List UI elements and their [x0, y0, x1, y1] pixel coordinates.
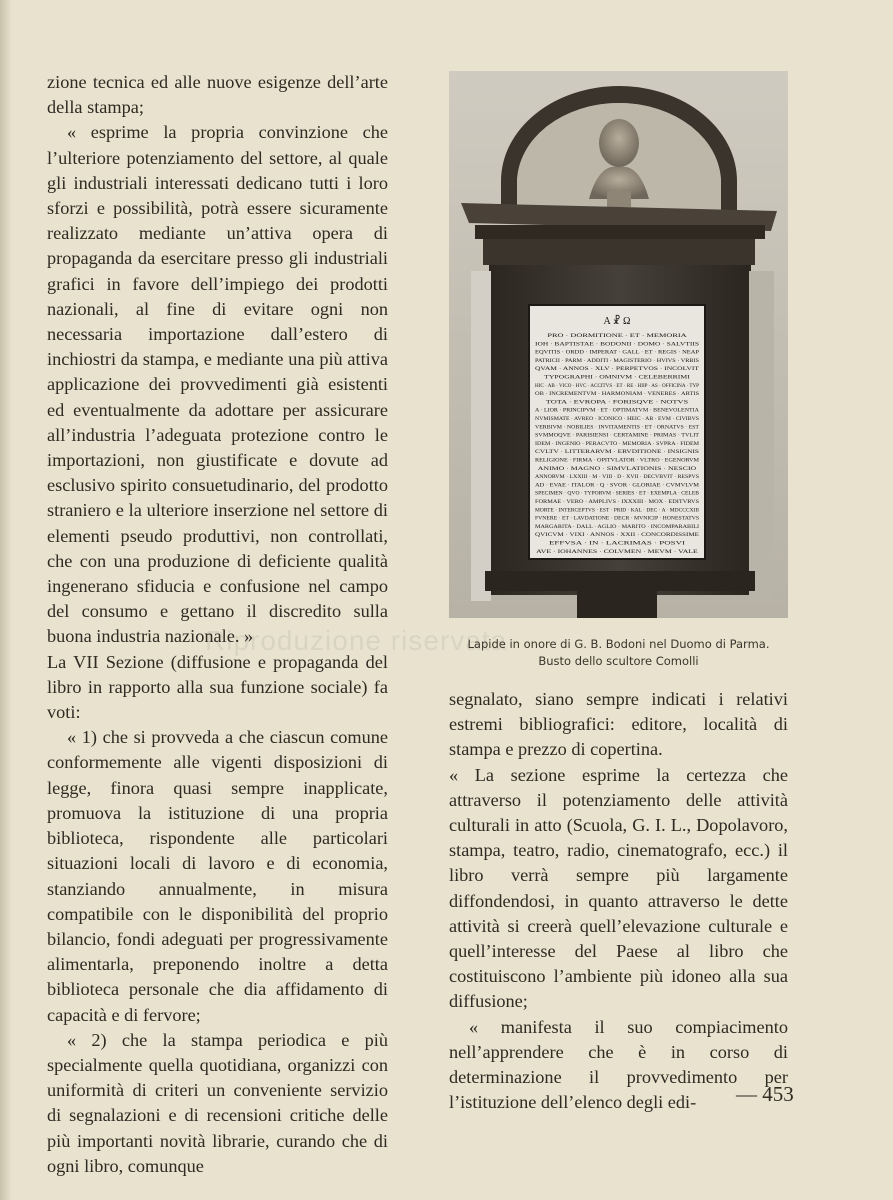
right-text-column: [449, 687, 788, 1115]
bust-head: [599, 119, 639, 167]
inscription-line: MORTE · INTERCEPTVS · EST · PRID · KAL · DEC · A · MDCCCXIII: [535, 508, 700, 514]
inscription-line: ANNORVM · LXXIII · M · VIII · D · XVII · DECVBVIT · RESPVS: [535, 475, 700, 481]
paragraph: La VII Sezione (diffusione e propaganda del libro in rapporto alla sua funzione sociale) fa voti:: [47, 651, 388, 723]
inscription-line: IOH · BAPTISTAE · BODONII · DOMO · SALVTIIS: [535, 342, 700, 348]
paragraph: « esprime la propria convinzione che l’ulteriore potenziamento del settore, al quale gli industriali interessati dedicano tutti i loro sforzi e possibilità, potrà essere sicuramente realizzato mediante un’attiva opera di propaganda da esercitare presso gli industriali grafici in favore dell’impiego dei prodotti nazionali, al fine di evitare ogni non necessaria importazione dall’estero di inchiostri da stampa, e mediante una più attiva applicazione dei provvedimenti già esistenti ed eventualmente da adottare per assicurare all’industria l’adeguata protezione contro le importazioni, non giustificate e dovute ad esclusivo spirito consuetudinario, del prodotto straniero e la ulteriore inserzione nel settore di elementi pseudo produttivi, non controllati, che con una produzione di deficiente qualità ingenerano sfiducia e confusione nel campo del consumo e gettano il discredito sulla buona industria nazionale. »: [47, 122, 388, 647]
bodoni-memorial-photo: [449, 71, 788, 618]
inscription-line: IDEM · INGENIO · PERACVTO · MEMORIA · SVPRA · FIDEM: [535, 441, 700, 447]
inscription-line: TOTA · EVROPA · FORISQVE · NOTVS: [545, 400, 689, 406]
inscription-line: HIC · AB · VICO · HVC · ACCITVS · ET · RE · HIIP · AS · OFFICINA · TYP: [535, 383, 700, 389]
paragraph: « 1) che si provveda a che ciascun comune conformemente alle vigenti disposizioni di legge, finora quasi sempre inapplicate, promuova la istituzione di una propria biblioteca, rispondente alle particolari situazioni locali di lavoro e di economia, stanziando annualmente, in misura compatibile con le disponibilità del proprio bilancio, fondi adeguati per progressivamente alimentarla, preponendo inoltre a detta biblioteca personale che dia affidamento di capacità e di fervore;: [47, 727, 388, 1025]
paragraph: zione tecnica ed alle nuove esigenze dell’arte della stampa;: [47, 72, 388, 118]
inscription-line: PRO · DORMITIONE · ET · MEMORIA: [547, 334, 688, 339]
inscription-line: SVMMOQVE · PARISIENSI · CERTAMINE · PRIMAS · TVLIT: [535, 433, 699, 439]
paragraph: « 2) che la stampa periodica e più specialmente quella quotidiana, organizzi con uniformità di criteri un conveniente servizio di segnalazioni e di recensioni critiche delle più importanti novità librarie, curando che di ogni libro, comunque: [47, 1029, 388, 1176]
inscription-line: QVICVM · VIXI · ANNOS · XXII · CONCORDISSIME: [535, 533, 699, 539]
inscription-top-letters: A ☧ Ω: [603, 316, 631, 327]
bust-base: [607, 191, 631, 207]
inscription-line: FVNERE · ET · LAVDATIONE · DECR · MVNICIP · HONESTATVS: [535, 516, 700, 522]
inscription-line: MARGARITA · DALL · AGLIO · MARITO · INCOMPARABILI: [535, 524, 700, 530]
caption-line: Lapide in onore di G. B. Bodoni nel Duomo di Parma.: [467, 637, 770, 651]
paragraph: « manifesta il suo compiacimento nell’apprendere che è in corso di determinazione il provvedimento per l’istituzione dell’elenco degli edi-: [449, 1016, 788, 1113]
inscription-line: TYPOGRAPHI · OMNIVM · CELEBERRIMI: [544, 375, 691, 381]
paragraph: « La sezione esprime la certezza che attraverso il potenziamento delle attività culturali in atto (Scuola, G. I. L., Dopolavoro, stampa, teatro, radio, cinematografo, ecc.) il libro verrà sempre più largamente diffondendosi, in quanto attraverso le dette attività si creerà quell’elevazione culturale e quell’interesse del Paese al libro che costituiscono l’ambiente più idoneo alla sua diffusione;: [449, 764, 788, 1012]
inscription-line: ANIMO · MAGNO · SIMVLATIONIS · NESCIO: [537, 466, 697, 472]
memorial-illustration: [449, 71, 788, 618]
inscription-line: AVE · IOHANNES · COLVMEN · MEVM · VALE: [536, 549, 698, 555]
figure-caption: [449, 636, 788, 670]
inscription-line: CVLTV · LITTERARVM · ERVDITIONE · INSIGNIS: [535, 450, 700, 456]
inscription-line: SPECIMEN · QVO · TYPORVM · SERIES · ET · EXEMPLA · CELEB: [535, 491, 700, 497]
inscription-line: EFFVSA · IN · LACRIMAS · POSVI: [549, 541, 686, 547]
watermark: Riproduzione riservata: [205, 625, 508, 656]
inscription-line: A · LIOR · PRINCIPVM · ET · OPTIMATVM · BENEVOLENTIA: [535, 408, 700, 414]
caption-line: Busto dello scultore Comolli: [538, 654, 699, 668]
inscription-line: EQVITIS · ORDD · IMPERAT · GALL · ET · REGIS · NEAP: [535, 350, 700, 356]
paragraph: segnalato, siano sempre indicati i relativi estremi bibliografici: editore, località di stampa e prezzo di copertina.: [449, 689, 788, 760]
inscription-line: PATRICII · PARM · ADDITI · MAGISTERIO · HVIVS · VRBIS: [535, 358, 700, 364]
inscription-line: VERBIVM · NOBILIES · INVITAMENTIS · ET · ORNATVS · EST: [535, 425, 699, 431]
inscription-line: RELIGIONE · FIRMA · OPITVLATOR · VLTRO · EGENORVM: [535, 458, 700, 464]
inscription-line: AD · EVAE · ITALOR · Q · SVOR · GLORIAE · CVMVLVM: [535, 483, 700, 489]
inscription-line: FORMAE · VERO · AMPLIVS · IXXXIII · MOX · EDITVRVS: [535, 500, 700, 505]
inscription-line: OB · INCREMENTVM · HARMONIAM · VENERES · ARTIS: [535, 392, 700, 398]
page-edge-shadow: [0, 0, 12, 1200]
inscription-line: QVAM · ANNOS · XLV · PERPETVOS · INCOLVIT: [535, 367, 699, 373]
page-number: — 453: [736, 1082, 794, 1106]
left-text-column: [47, 70, 388, 1179]
inscription-line: NVMISMATE · AVREO · ICONICO · HEIC · AB · EVM · CIVIBVS: [535, 417, 700, 422]
